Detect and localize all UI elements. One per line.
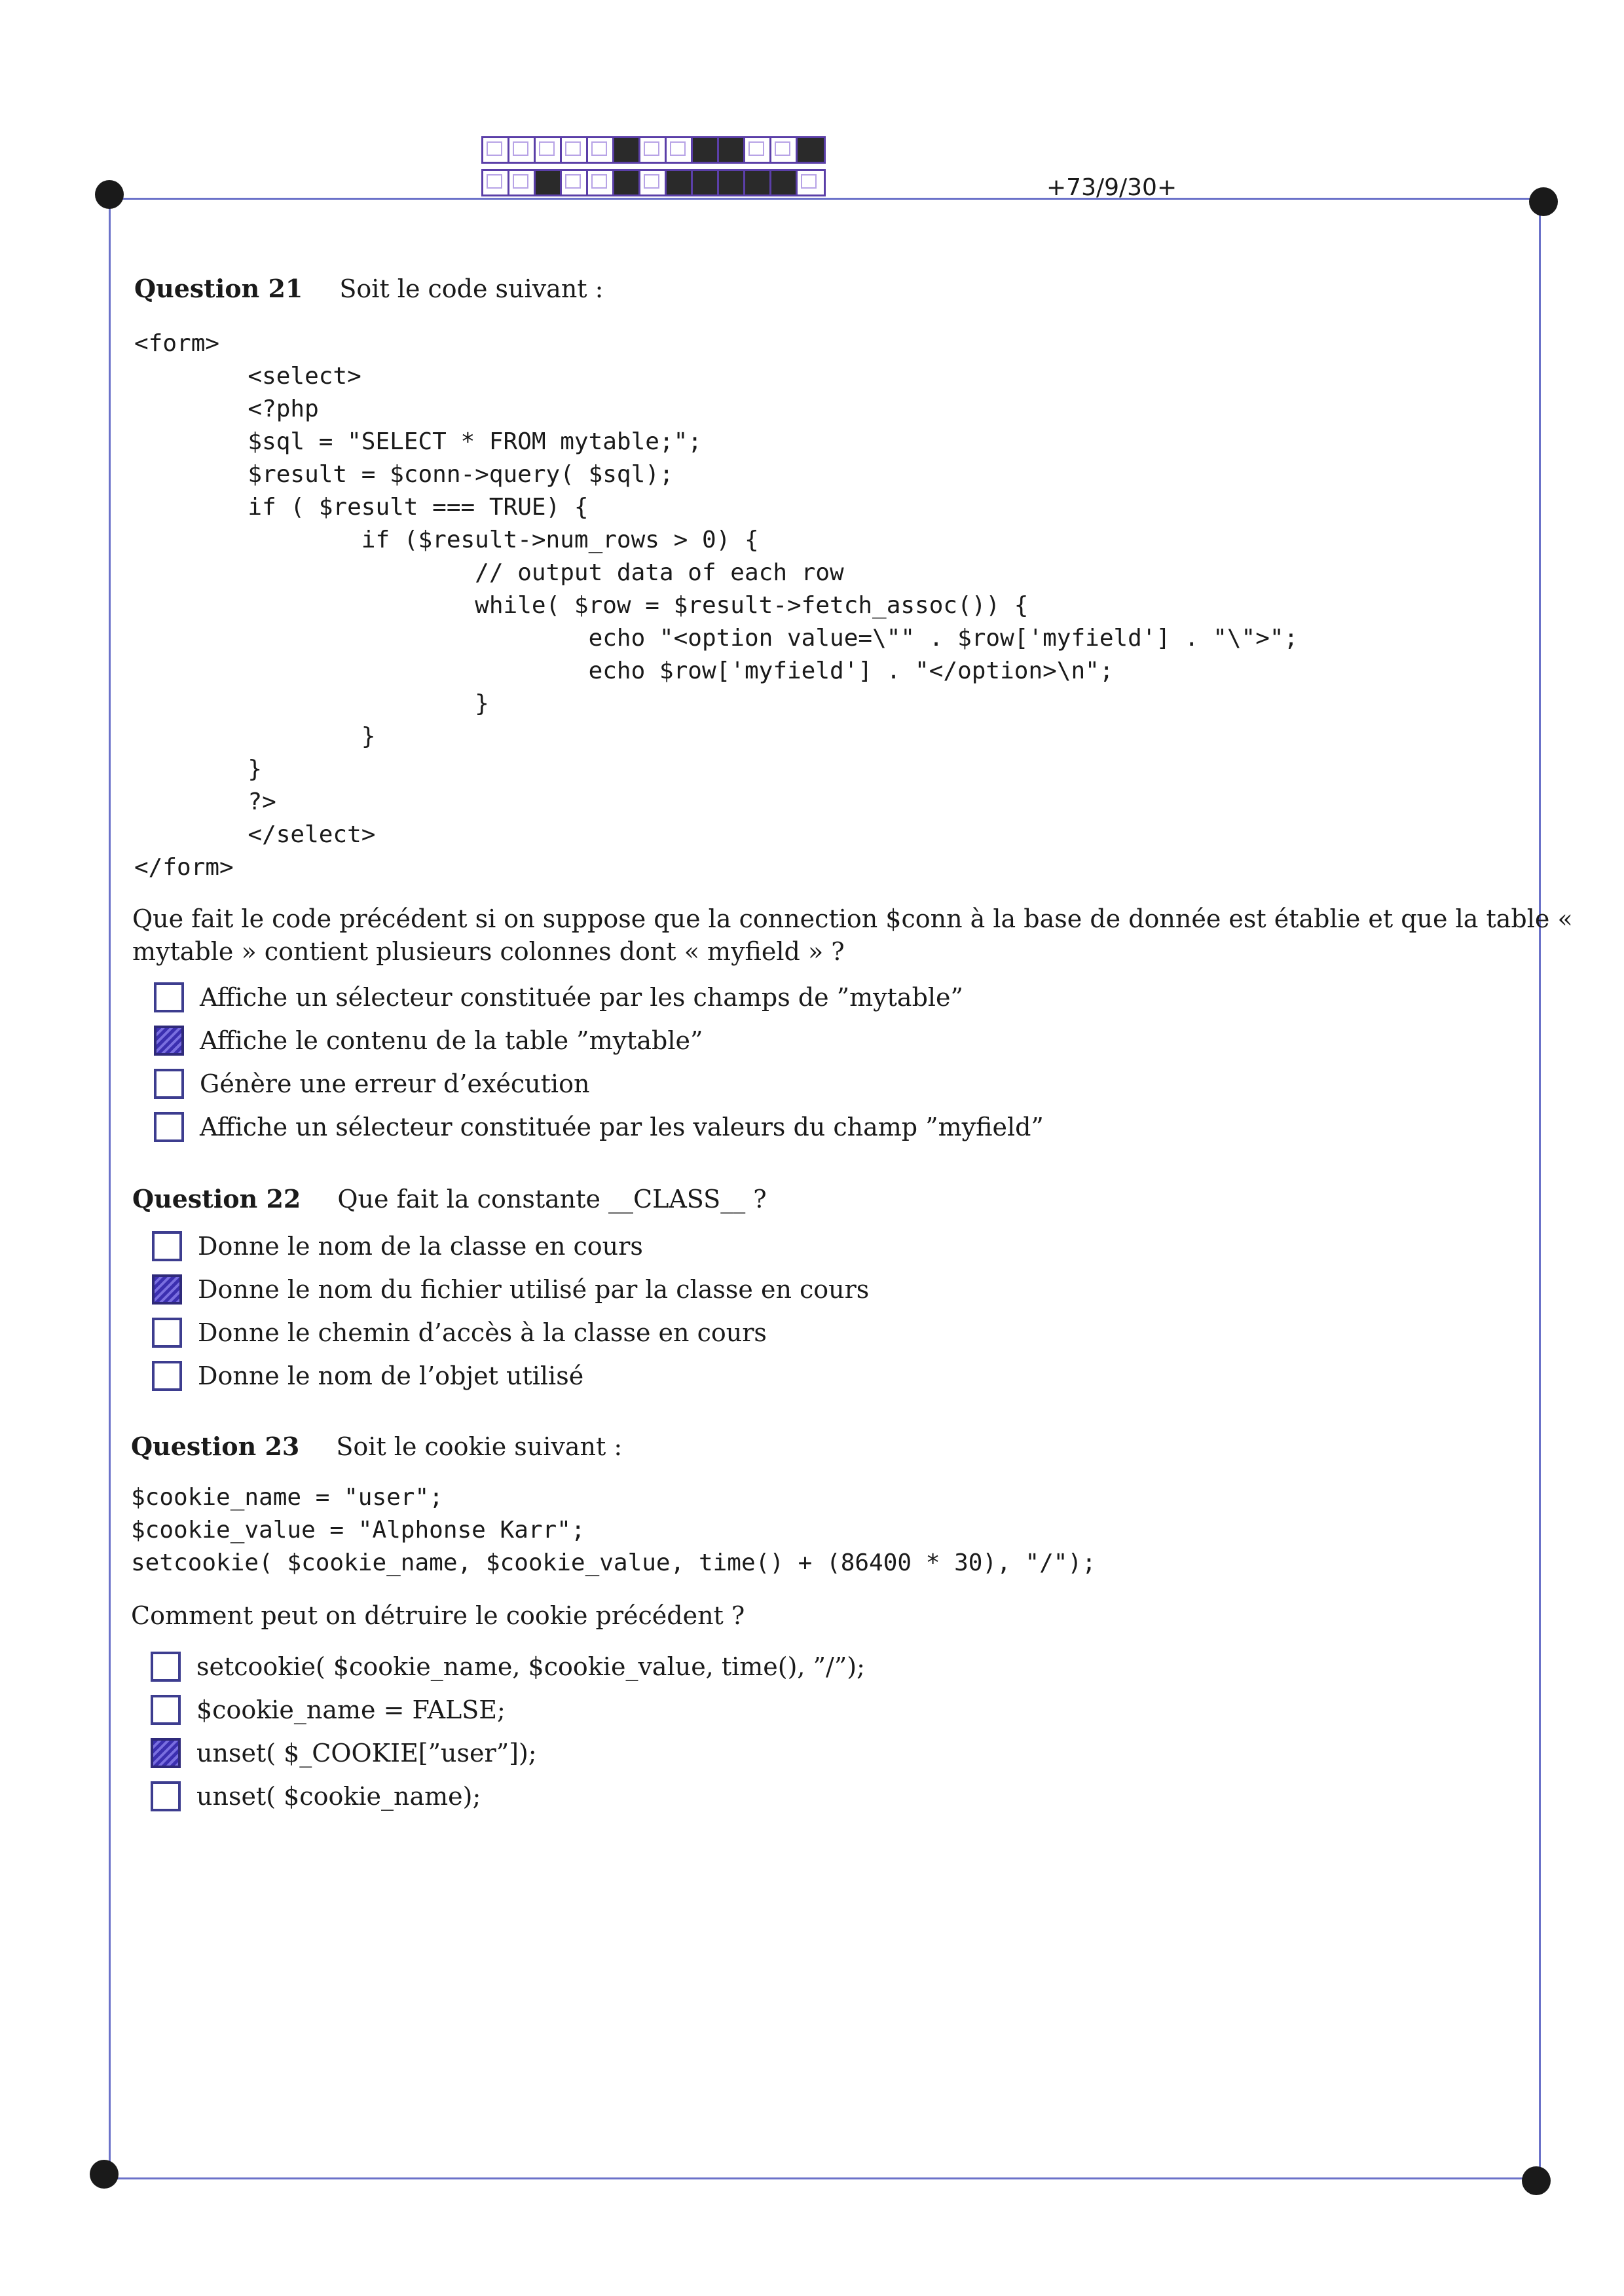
answer-option[interactable] xyxy=(154,1112,1044,1142)
answer-option[interactable] xyxy=(154,982,963,1012)
code-line: $cookie_name = "user"; xyxy=(131,1484,443,1511)
id-code-cell xyxy=(509,138,536,162)
code-line: </form> xyxy=(134,854,234,881)
id-code-cell xyxy=(562,171,588,194)
question-intro: Soit le code suivant : xyxy=(339,274,604,303)
id-code-cell xyxy=(745,138,771,162)
checkbox[interactable] xyxy=(151,1781,181,1811)
id-code-cell xyxy=(509,171,536,194)
answer-option[interactable] xyxy=(151,1652,865,1682)
checkbox[interactable] xyxy=(154,1069,184,1099)
code-line: if ( $result === TRUE) { xyxy=(134,494,589,521)
id-code-cell xyxy=(693,138,719,162)
id-code-cell xyxy=(798,138,824,162)
question-number: Question 23 xyxy=(131,1432,300,1461)
id-code-cell xyxy=(588,171,614,194)
id-code-cell xyxy=(614,171,640,194)
id-code-cell xyxy=(771,138,798,162)
code-line: <select> xyxy=(134,363,361,390)
code-line: // output data of each row xyxy=(134,559,844,586)
answer-option[interactable] xyxy=(151,1695,506,1725)
code-line: ?> xyxy=(134,788,276,815)
code-line: $result = $conn->query( $sql); xyxy=(134,461,674,488)
answer-label: setcookie( $cookie_name, $cookie_value, time(), ”/”); xyxy=(196,1652,865,1681)
frame-left-line xyxy=(109,198,111,2178)
code-line: while( $row = $result->fetch_assoc()) { xyxy=(134,592,1029,619)
id-code-cell xyxy=(562,138,588,162)
question-23-code xyxy=(131,1481,1096,1580)
answer-label: Génère une erreur d’exécution xyxy=(200,1069,590,1098)
checkbox[interactable] xyxy=(151,1652,181,1682)
code-line: </select> xyxy=(134,821,376,848)
code-line: $sql = "SELECT * FROM mytable;"; xyxy=(134,428,702,455)
checkbox[interactable] xyxy=(152,1231,182,1261)
id-code-cell xyxy=(745,171,771,194)
id-code-cell xyxy=(588,138,614,162)
id-code-cell xyxy=(640,171,667,194)
answer-label: Donne le nom de l’objet utilisé xyxy=(198,1361,584,1390)
code-line: setcookie( $cookie_name, $cookie_value, time() + (86400 * 30), "/"); xyxy=(131,1549,1096,1576)
id-code-cell xyxy=(536,171,562,194)
checkbox[interactable] xyxy=(152,1318,182,1348)
answer-option[interactable] xyxy=(154,1069,589,1099)
id-code-cell xyxy=(798,171,824,194)
answer-label: unset( $cookie_name); xyxy=(196,1782,481,1811)
answer-label: $cookie_name = FALSE; xyxy=(196,1695,506,1724)
answer-option[interactable] xyxy=(152,1231,643,1261)
id-code-cell xyxy=(640,138,667,162)
checkbox-checked[interactable] xyxy=(151,1738,181,1768)
id-code-cell xyxy=(614,138,640,162)
id-code-cell xyxy=(771,171,798,194)
question-number: Question 21 xyxy=(134,274,303,303)
id-code-cell xyxy=(667,138,693,162)
answer-option[interactable] xyxy=(152,1361,583,1391)
checkbox[interactable] xyxy=(151,1695,181,1725)
question-number: Question 22 xyxy=(132,1184,301,1213)
code-line: <form> xyxy=(134,330,220,357)
id-code-row-2 xyxy=(481,169,826,196)
code-line: $cookie_value = "Alphonse Karr"; xyxy=(131,1517,585,1544)
answer-option[interactable] xyxy=(151,1781,481,1811)
id-code-cell xyxy=(719,171,745,194)
id-code-cell xyxy=(536,138,562,162)
question-intro: Que fait la constante __CLASS__ ? xyxy=(337,1185,767,1213)
checkbox-checked[interactable] xyxy=(154,1026,184,1056)
code-line: echo $row['myfield'] . "</option>\n"; xyxy=(134,657,1114,684)
code-line: <?php xyxy=(134,396,319,422)
question-21-text: Que fait le code précédent si on suppose que la connection $conn à la base de donnée est établie et que la table « mytable » contient plusieurs colonnes dont « myfield » ? xyxy=(132,904,1573,966)
code-line: } xyxy=(134,723,376,750)
question-21-header xyxy=(134,274,603,303)
checkbox[interactable] xyxy=(154,1112,184,1142)
id-code-cell xyxy=(483,171,509,194)
id-code-cell xyxy=(693,171,719,194)
code-line: } xyxy=(134,690,489,717)
corner-marker-bottom-left xyxy=(90,2160,119,2189)
corner-marker-bottom-right xyxy=(1522,2166,1551,2195)
answer-label: Affiche un sélecteur constituée par les valeurs du champ ”myfield” xyxy=(200,1113,1044,1141)
answer-label: unset( $_COOKIE[”user”]); xyxy=(196,1739,537,1768)
answer-option[interactable] xyxy=(152,1274,869,1305)
answer-option[interactable] xyxy=(152,1318,767,1348)
frame-bottom-line xyxy=(103,2177,1543,2179)
answer-label: Affiche le contenu de la table ”mytable” xyxy=(200,1026,703,1055)
question-22-header xyxy=(132,1184,767,1213)
frame-top-line xyxy=(111,198,1543,200)
question-21-code xyxy=(134,327,1298,884)
answer-option[interactable] xyxy=(151,1738,537,1768)
corner-marker-top-right xyxy=(1529,187,1558,216)
checkbox[interactable] xyxy=(154,982,184,1012)
question-23-header xyxy=(131,1432,622,1461)
question-23-text: Comment peut on détruire le cookie précédent ? xyxy=(131,1601,745,1630)
code-line: if ($result->num_rows > 0) { xyxy=(134,527,759,553)
code-line: echo "<option value=\"" . $row['myfield'] . "\">"; xyxy=(134,625,1299,652)
answer-label: Donne le nom du fichier utilisé par la classe en cours xyxy=(198,1275,870,1304)
question-intro: Soit le cookie suivant : xyxy=(336,1432,623,1461)
code-line: } xyxy=(134,756,263,783)
frame-right-line xyxy=(1539,198,1541,2178)
answer-label: Donne le chemin d’accès à la classe en cours xyxy=(198,1318,767,1347)
id-code-row-1 xyxy=(481,136,826,164)
answer-option[interactable] xyxy=(154,1026,703,1056)
page-identifier: +73/9/30+ xyxy=(1046,174,1177,201)
id-code-cell xyxy=(667,171,693,194)
answer-label: Affiche un sélecteur constituée par les champs de ”mytable” xyxy=(200,983,963,1012)
answer-label: Donne le nom de la classe en cours xyxy=(198,1232,643,1261)
checkbox-checked[interactable] xyxy=(152,1274,182,1305)
corner-marker-top-left xyxy=(95,180,124,209)
id-code-cell xyxy=(719,138,745,162)
id-code-cell xyxy=(483,138,509,162)
checkbox[interactable] xyxy=(152,1361,182,1391)
